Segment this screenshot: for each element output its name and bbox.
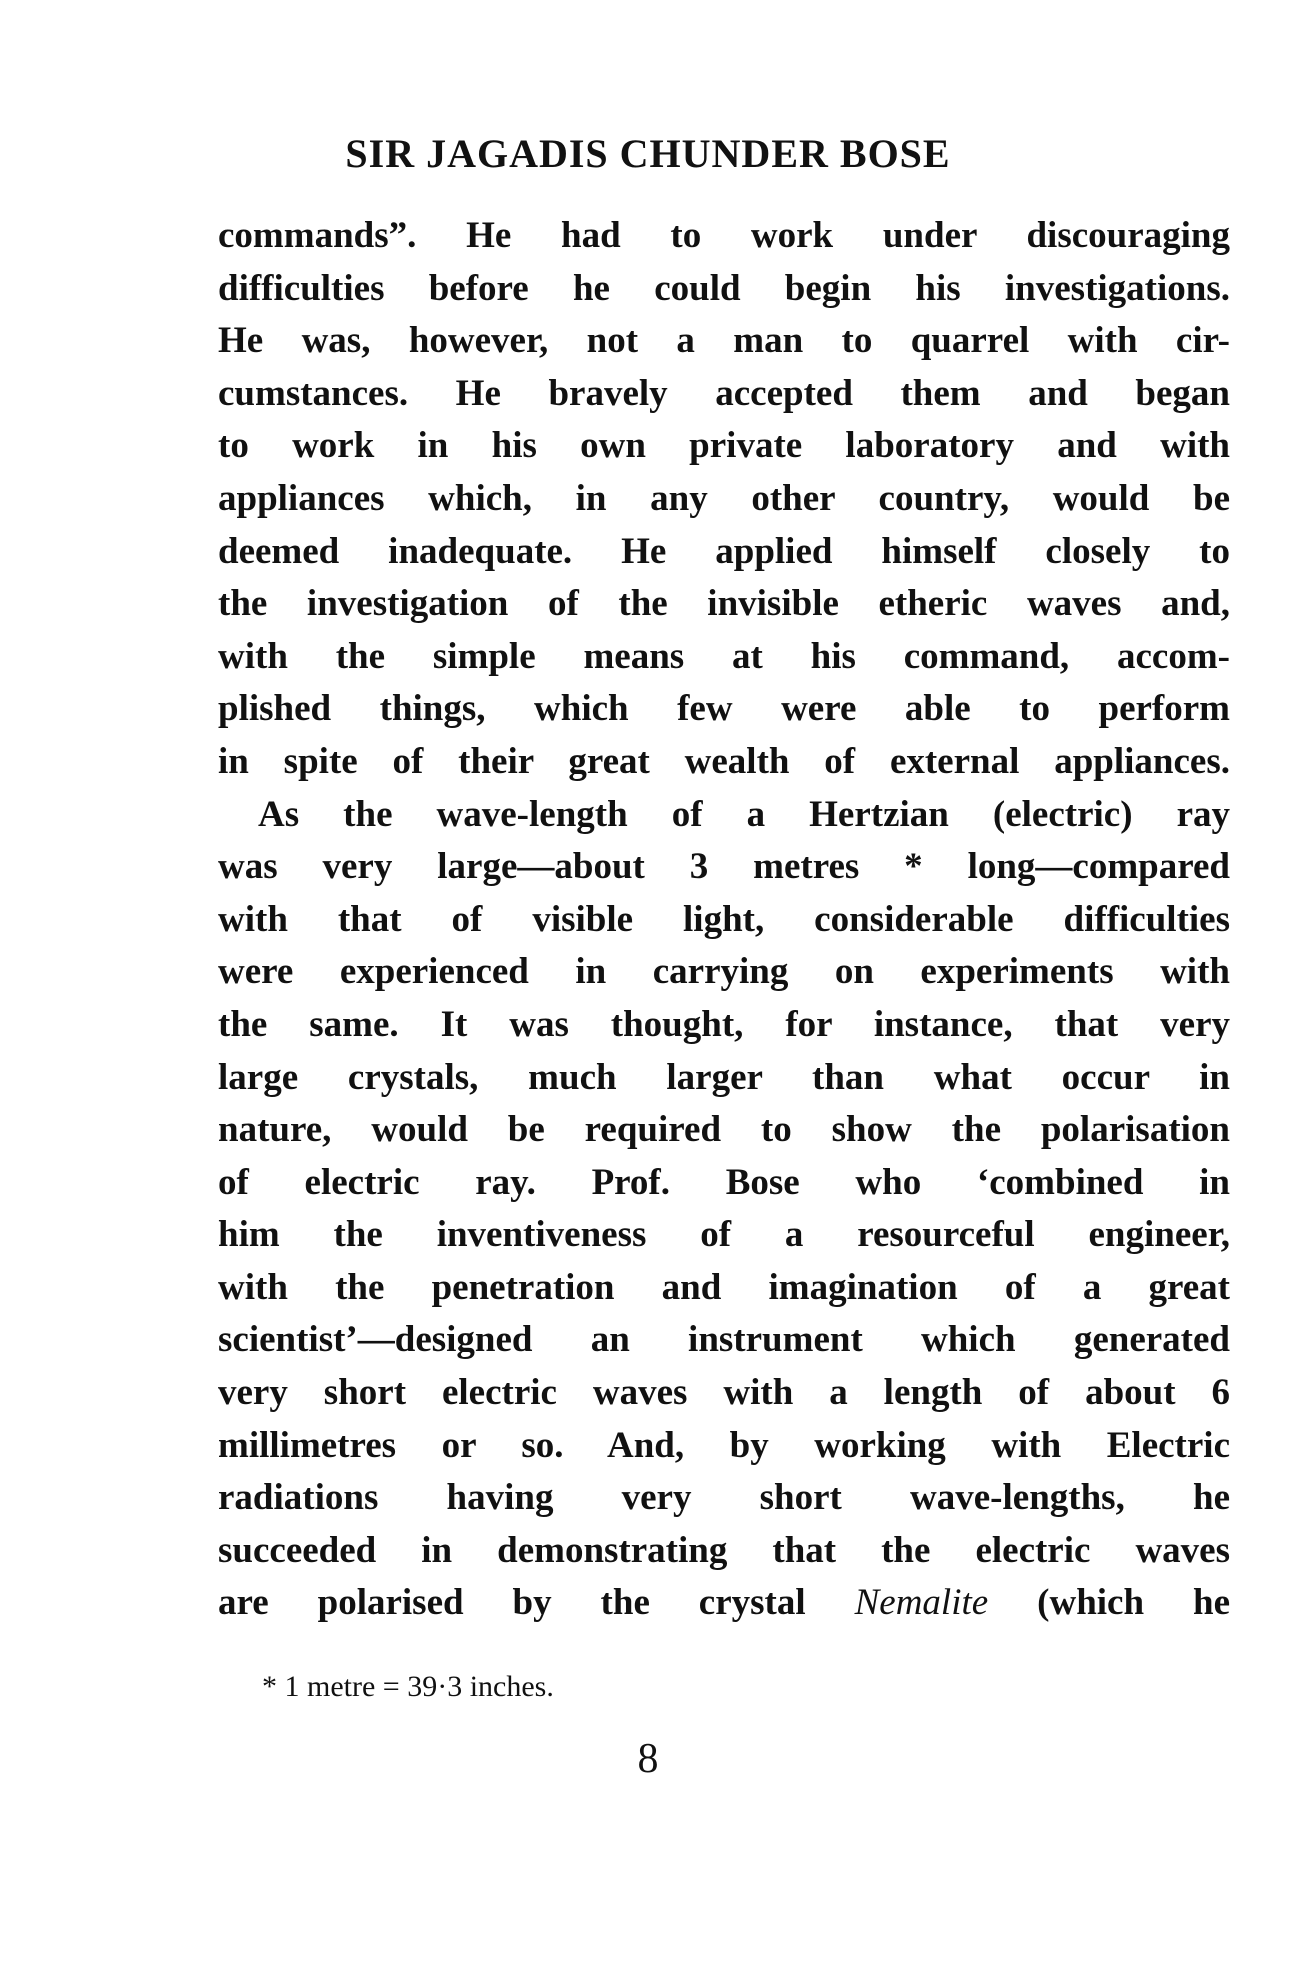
- italic-term: Nemalite: [854, 1582, 989, 1624]
- text-line: with that of visible light, considerable difficulties: [218, 898, 1230, 940]
- text-line: were experienced in carrying on experiments with: [218, 951, 1230, 993]
- text-line: of electric ray. Prof. Bose who ‘combined in: [218, 1161, 1230, 1203]
- running-head: SIR JAGADIS CHUNDER BOSE: [345, 131, 951, 176]
- text-line: deemed inadequate. He applied himself closely to: [218, 530, 1230, 572]
- text-line: the same. It was thought, for instance, that very: [218, 1003, 1230, 1045]
- text-line: cumstances. He bravely accepted them and began: [218, 372, 1230, 414]
- text-line: the investigation of the invisible etheric waves and,: [218, 583, 1230, 625]
- text-line: radiations having very short wave-lengths, he: [218, 1477, 1230, 1519]
- text-line: millimetres or so. And, by working with Electric: [218, 1424, 1230, 1466]
- text-line: him the inventiveness of a resourceful engineer,: [218, 1214, 1230, 1256]
- text-line-last: [218, 1577, 1230, 1630]
- text-line: appliances which, in any other country, would be: [218, 477, 1230, 519]
- text-line: nature, would be required to show the polarisation: [218, 1109, 1230, 1151]
- text-line: As the wave-length of a Hertzian (electric) ray: [258, 793, 1230, 835]
- text-line: in spite of their great wealth of external appliances.: [218, 740, 1230, 782]
- text-line: He was, however, not a man to quarrel with cir-: [218, 320, 1230, 362]
- text-segment: are polarised by the crystal: [218, 1582, 855, 1624]
- text-line: plished things, which few were able to perform: [218, 688, 1230, 730]
- text-line: with the penetration and imagination of a great: [218, 1266, 1230, 1308]
- text-segment: (which he: [988, 1582, 1230, 1624]
- text-line: succeeded in demonstrating that the electric waves: [218, 1529, 1230, 1571]
- footnote: * 1 metre = 39·3 inches.: [262, 1670, 554, 1703]
- text-line: was very large—about 3 metres * long—compared: [218, 846, 1230, 888]
- text-line: commands”. He had to work under discouraging: [218, 215, 1230, 256]
- text-line: scientist’—designed an instrument which generated: [218, 1319, 1230, 1361]
- text-line: very short electric waves with a length of about 6: [218, 1372, 1230, 1414]
- text-line: large crystals, much larger than what occur in: [218, 1056, 1230, 1098]
- text-line: with the simple means at his command, accom-: [218, 635, 1230, 677]
- text-line: difficulties before he could begin his investigations.: [218, 267, 1230, 309]
- text-line: to work in his own private laboratory and with: [218, 425, 1230, 467]
- body-text: [218, 210, 1230, 1630]
- page-number: 8: [637, 1736, 659, 1782]
